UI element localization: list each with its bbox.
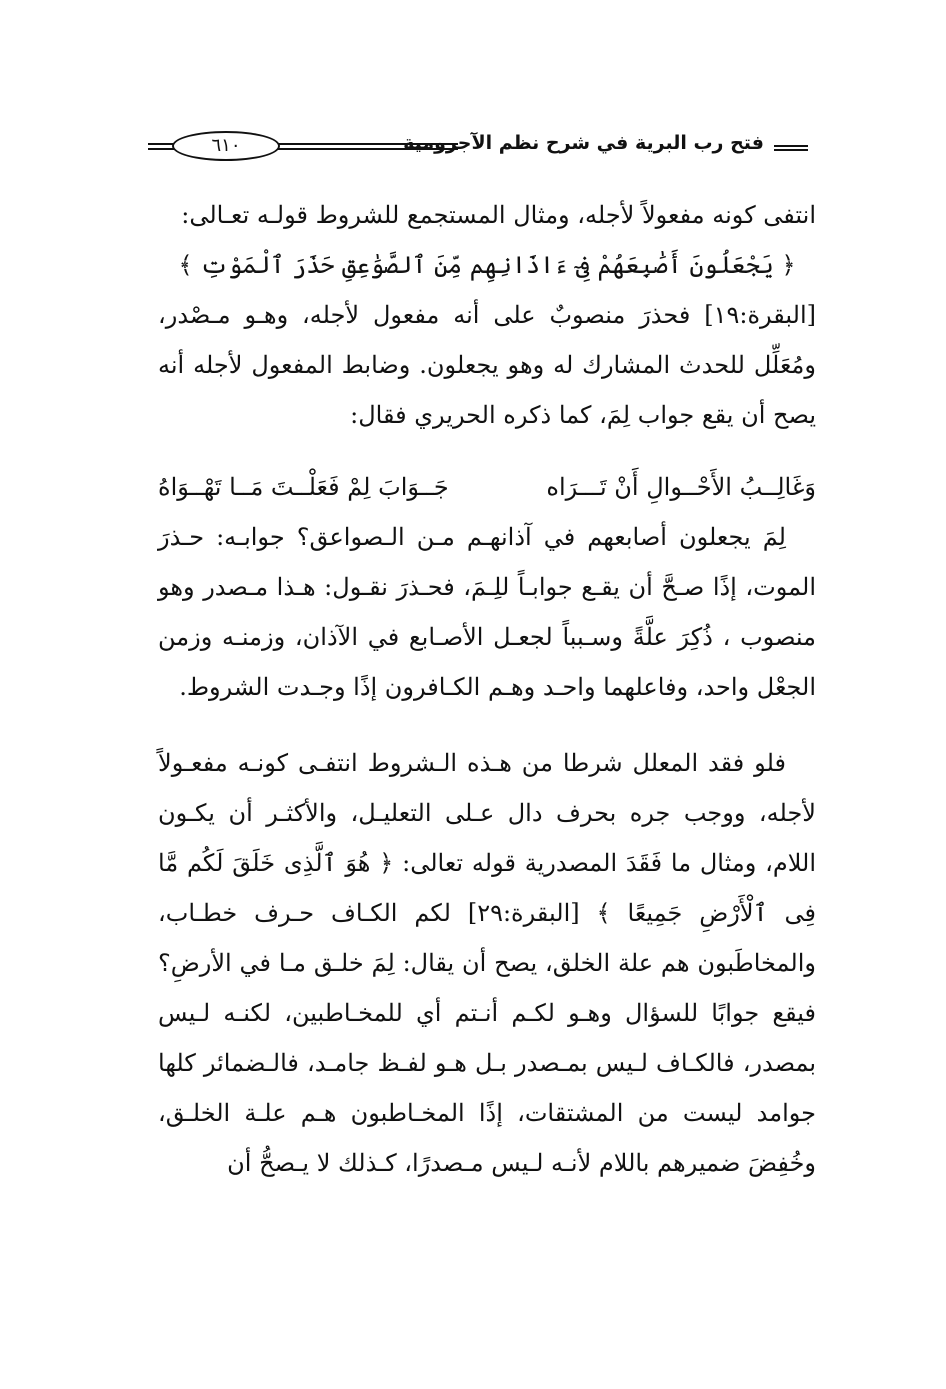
condition-text-a: فلو فقد المعلل شرطا من هـذه الـشروط انتفـى كونـه مفعـولاً لأجله، ووجب جره بحرف دال عـلى التعليـل، والأكثـر أن يكـون اللام، ومثال ما فَقَدَ المصدرية قوله تعالى:: [158, 749, 816, 877]
header-left-rule: [148, 143, 174, 150]
header-dash: [774, 145, 808, 151]
quran-verse-1: ﴿ يَجْعَلُونَ أَصَٰبِعَهُمْ فِىٓ ءَاذَانِهِم مِّنَ ٱلصَّوَٰعِقِ حَذَرَ ٱلْمَوْتِ ﴾: [178, 251, 796, 279]
paragraph-example: لِمَ يجعلون أصابعهم في آذانهـم مـن الـصواعق؟ جوابـه: حـذرَ الموت، إذًا صـحَّ أن يقـع جوابـاً للِـمَ، فحـذرَ نقـول: هـذا مـصدر وهو منصوب ، ذُكِرَ علَّةً وسـبباً لجعـل الأصـابع في الآذان، وزمنـه وزمن الجعْل واحد، وفاعلهما واحـد وهـم الكـافرون إذًا وجـدت الشروط.: [158, 523, 816, 701]
paragraph-condition: [158, 738, 816, 1188]
paragraph-intro: [158, 190, 816, 240]
poem-hemistich-1: وَغَالِــبُ الأَحْــوالِ أَنْ تَـــرَاه: [546, 473, 816, 501]
page-number: ٦١٠: [172, 131, 280, 161]
page-header: [148, 128, 808, 168]
poem-verse: [158, 462, 816, 512]
book-title: فتح رب البرية في شرح نظم الآجرومية: [403, 132, 764, 154]
intro-line: انتفى كونه مفعولاً لأجله، ومثال المستجمع للشروط قولـه تعـالى:: [181, 201, 816, 229]
quran-verse-2: ﴿ هُوَ ٱلَّذِى خَلَقَ لَكُم مَّا فِى ٱلْأَرْضِ جَمِيعًا ﴾: [158, 849, 816, 927]
condition-text-b: [البقرة:٢٩] لكم الكـاف حـرف خطـاب، والمخاطَبون هم علة الخلق، يصح أن يقال: لِمَ خلـق مـا في الأرضِ؟ فيقع جوابًا للسؤال وهـو لكـم أنـتم أي للمخـاطبين، لكنـه لـيس بمصدر، فالكـاف لـيس بمـصدر بـل هـو لفـظ جامـد، فالـضمائر كلها جوامد ليست من المشتقات، إذًا المخـاطبون هـم علـة الخلـق، وخُفِضَ ضميرهم باللام لأنـه لـيس مـصدرًا، كـذلك لا يـصحُّ أن: [158, 899, 817, 1177]
page-body: [158, 190, 816, 1188]
poem-hemistich-2: جَــوَابَ لِمْ فَعَلْــتَ مَــا تَهْــوَاهُ: [158, 473, 449, 501]
paragraph-explanation: [البقرة:١٩] فحذرَ منصوبٌ على أنه مفعول لأجله، وهـو مـصْدر، ومُعَلِّل للحدث المشارك له وهو يجعلون. وضابط المفعول لأجله أنه يصح أن يقع جواب لِمَ، كما ذكره الحريري فقال:: [158, 301, 816, 429]
header-rule: [278, 143, 458, 150]
